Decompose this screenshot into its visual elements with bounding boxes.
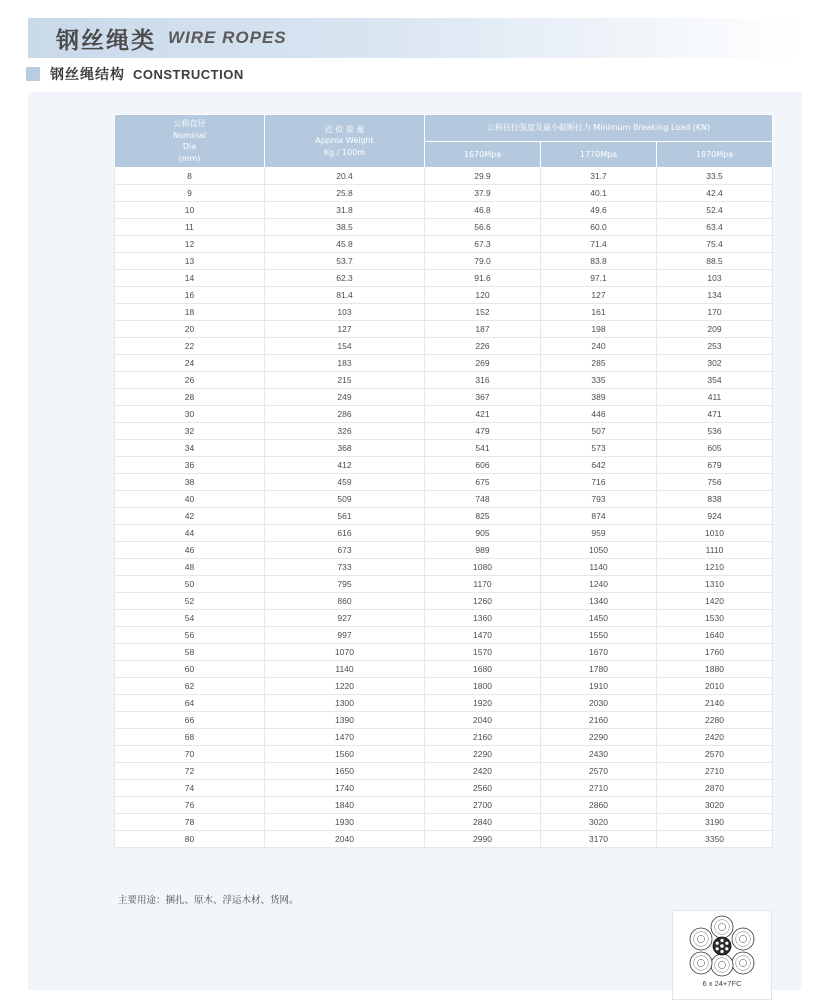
header-nominal-dia-en1: Nominal [172,130,207,140]
table-cell: 507 [541,423,657,440]
table-cell: 756 [657,474,773,491]
table-cell: 679 [657,457,773,474]
table-cell: 152 [425,304,541,321]
table-cell: 81.4 [265,287,425,304]
table-cell: 1640 [657,627,773,644]
table-cell: 72 [115,763,265,780]
table-cell: 22 [115,338,265,355]
table-cell: 959 [541,525,657,542]
table-cell: 2570 [541,763,657,780]
table-cell: 2710 [657,763,773,780]
table-cell: 64 [115,695,265,712]
table-cell: 1340 [541,593,657,610]
table-cell: 71.4 [541,236,657,253]
table-cell: 1450 [541,610,657,627]
header-approx-weight [265,115,425,168]
table-cell: 226 [425,338,541,355]
table-row [115,542,773,559]
table-cell: 1930 [265,814,425,831]
table-cell: 42.4 [657,185,773,202]
table-cell: 874 [541,508,657,525]
table-cell: 14 [115,270,265,287]
table-cell: 368 [265,440,425,457]
table-row [115,440,773,457]
table-cell: 209 [657,321,773,338]
table-row [115,185,773,202]
table-cell: 103 [265,304,425,321]
table-row [115,525,773,542]
table-cell: 1110 [657,542,773,559]
table-cell: 1210 [657,559,773,576]
table-cell: 33.5 [657,168,773,185]
table-cell: 616 [265,525,425,542]
table-cell: 1840 [265,797,425,814]
table-cell: 1260 [425,593,541,610]
table-cell: 3350 [657,831,773,848]
table-cell: 1050 [541,542,657,559]
table-cell: 285 [541,355,657,372]
table-cell: 2990 [425,831,541,848]
table-row [115,202,773,219]
table-cell: 154 [265,338,425,355]
table-cell: 38.5 [265,219,425,236]
table-cell: 46.8 [425,202,541,219]
table-cell: 2700 [425,797,541,814]
table-cell: 32 [115,423,265,440]
table-cell: 2430 [541,746,657,763]
table-cell: 240 [541,338,657,355]
table-row [115,559,773,576]
table-cell: 36 [115,457,265,474]
table-cell: 354 [657,372,773,389]
table-cell: 927 [265,610,425,627]
table-cell: 120 [425,287,541,304]
table-cell: 76 [115,797,265,814]
page-banner [28,18,802,58]
table-cell: 30 [115,406,265,423]
table-cell: 103 [657,270,773,287]
table-cell: 3020 [657,797,773,814]
table-cell: 1240 [541,576,657,593]
table-cell: 8 [115,168,265,185]
table-cell: 198 [541,321,657,338]
table-cell: 2420 [425,763,541,780]
table-cell: 1170 [425,576,541,593]
table-cell: 58 [115,644,265,661]
table-cell: 411 [657,389,773,406]
table-row [115,797,773,814]
table-cell: 748 [425,491,541,508]
table-cell: 606 [425,457,541,474]
table-cell: 2160 [425,729,541,746]
table-row [115,610,773,627]
table-cell: 446 [541,406,657,423]
table-cell: 183 [265,355,425,372]
spec-table [114,114,773,848]
table-cell: 16 [115,287,265,304]
table-cell: 1010 [657,525,773,542]
table-cell: 905 [425,525,541,542]
table-cell: 2420 [657,729,773,746]
table-cell: 127 [265,321,425,338]
section-title-en: CONSTRUCTION [133,66,244,82]
spec-table-container [114,114,772,848]
table-cell: 78 [115,814,265,831]
table-cell: 642 [541,457,657,474]
header-grade-1870: 1870Mpa [657,141,773,168]
table-cell: 40 [115,491,265,508]
table-cell: 49.6 [541,202,657,219]
spec-table-body [115,168,773,848]
table-cell: 1560 [265,746,425,763]
table-row [115,780,773,797]
table-cell: 24 [115,355,265,372]
table-cell: 48 [115,559,265,576]
table-row [115,508,773,525]
table-cell: 389 [541,389,657,406]
table-cell: 793 [541,491,657,508]
table-cell: 134 [657,287,773,304]
table-row [115,593,773,610]
table-cell: 989 [425,542,541,559]
table-cell: 2040 [265,831,425,848]
table-cell: 1300 [265,695,425,712]
table-cell: 170 [657,304,773,321]
table-cell: 161 [541,304,657,321]
table-row [115,831,773,848]
table-cell: 2280 [657,712,773,729]
table-cell: 3020 [541,814,657,831]
table-cell: 60 [115,661,265,678]
table-cell: 127 [541,287,657,304]
table-cell: 2030 [541,695,657,712]
table-row [115,661,773,678]
table-cell: 479 [425,423,541,440]
table-row [115,168,773,185]
table-cell: 1670 [541,644,657,661]
table-cell: 1470 [265,729,425,746]
table-row [115,576,773,593]
table-row [115,627,773,644]
table-cell: 70 [115,746,265,763]
table-row [115,338,773,355]
table-cell: 26 [115,372,265,389]
table-cell: 716 [541,474,657,491]
header-nominal-dia-en2: Dia [182,142,197,152]
table-row [115,253,773,270]
table-cell: 924 [657,508,773,525]
table-cell: 1880 [657,661,773,678]
table-cell: 1070 [265,644,425,661]
table-cell: 97.1 [541,270,657,287]
table-cell: 335 [541,372,657,389]
table-cell: 62.3 [265,270,425,287]
table-cell: 1650 [265,763,425,780]
table-cell: 1920 [425,695,541,712]
table-cell: 20.4 [265,168,425,185]
table-cell: 2040 [425,712,541,729]
table-cell: 421 [425,406,541,423]
rope-cross-section-icon [685,915,759,977]
table-cell: 88.5 [657,253,773,270]
table-cell: 3170 [541,831,657,848]
header-grade-1670: 1670Mpa [425,141,541,168]
header-nominal-dia-cn: 公称直径 [173,119,206,128]
table-row [115,712,773,729]
table-row [115,695,773,712]
table-cell: 1910 [541,678,657,695]
table-cell: 18 [115,304,265,321]
table-cell: 471 [657,406,773,423]
table-row [115,321,773,338]
table-cell: 1360 [425,610,541,627]
table-cell: 12 [115,236,265,253]
table-row [115,746,773,763]
table-cell: 53.7 [265,253,425,270]
table-cell: 997 [265,627,425,644]
table-row [115,355,773,372]
table-row [115,406,773,423]
rope-construction-diagram [672,910,772,1000]
table-cell: 20 [115,321,265,338]
table-cell: 573 [541,440,657,457]
table-cell: 45.8 [265,236,425,253]
table-cell: 83.8 [541,253,657,270]
table-cell: 269 [425,355,541,372]
table-cell: 79.0 [425,253,541,270]
table-cell: 31.7 [541,168,657,185]
header-nominal-dia-unit: (mm) [178,153,201,163]
table-cell: 56 [115,627,265,644]
table-row [115,474,773,491]
table-cell: 91.6 [425,270,541,287]
table-cell: 52 [115,593,265,610]
table-row [115,372,773,389]
table-cell: 326 [265,423,425,440]
table-cell: 25.8 [265,185,425,202]
table-cell: 34 [115,440,265,457]
table-cell: 2710 [541,780,657,797]
table-cell: 367 [425,389,541,406]
table-cell: 1800 [425,678,541,695]
table-cell: 187 [425,321,541,338]
table-cell: 316 [425,372,541,389]
table-cell: 28 [115,389,265,406]
table-cell: 1780 [541,661,657,678]
table-cell: 412 [265,457,425,474]
table-cell: 75.4 [657,236,773,253]
table-cell: 68 [115,729,265,746]
table-cell: 2560 [425,780,541,797]
table-row [115,729,773,746]
table-cell: 1470 [425,627,541,644]
table-row [115,287,773,304]
table-cell: 1390 [265,712,425,729]
table-cell: 1570 [425,644,541,661]
table-cell: 66 [115,712,265,729]
table-cell: 1220 [265,678,425,695]
table-row [115,644,773,661]
table-row [115,763,773,780]
table-row [115,304,773,321]
banner-title-en: WIRE ROPES [168,28,287,47]
header-weight-en: Approx Weight [315,136,374,146]
table-cell: 1530 [657,610,773,627]
table-header-row-1 [115,115,773,142]
diagram-caption: 6 x 24+7FC [702,979,742,988]
table-cell: 2570 [657,746,773,763]
table-cell: 2840 [425,814,541,831]
table-cell: 286 [265,406,425,423]
table-cell: 561 [265,508,425,525]
table-cell: 1140 [541,559,657,576]
table-cell: 74 [115,780,265,797]
content-panel [28,92,802,990]
table-cell: 31.8 [265,202,425,219]
table-cell: 509 [265,491,425,508]
table-cell: 46 [115,542,265,559]
table-cell: 675 [425,474,541,491]
header-weight-cn: 近 似 重 量 [324,124,365,134]
table-cell: 838 [657,491,773,508]
table-cell: 50 [115,576,265,593]
footnote-text: 主要用途：捆扎、原木、浮运木材、货网。 [118,895,299,906]
table-row [115,678,773,695]
header-grade-1770: 1770Mpa [541,141,657,168]
table-cell: 1140 [265,661,425,678]
table-cell: 42 [115,508,265,525]
table-cell: 29.9 [425,168,541,185]
table-row [115,423,773,440]
table-cell: 605 [657,440,773,457]
table-row [115,219,773,236]
header-breaking-load-group: 公称抗拉强度及最小破断拉力 Minimum Breaking Load (KN) [425,115,773,142]
table-cell: 2860 [541,797,657,814]
table-cell: 2290 [425,746,541,763]
table-cell: 860 [265,593,425,610]
table-cell: 1080 [425,559,541,576]
table-cell: 536 [657,423,773,440]
table-row [115,389,773,406]
table-cell: 459 [265,474,425,491]
table-cell: 52.4 [657,202,773,219]
table-cell: 795 [265,576,425,593]
table-cell: 1550 [541,627,657,644]
section-heading [26,64,244,84]
table-cell: 54 [115,610,265,627]
header-weight-unit: Kg / 100m [323,147,366,157]
table-cell: 249 [265,389,425,406]
table-cell: 80 [115,831,265,848]
table-cell: 44 [115,525,265,542]
table-cell: 733 [265,559,425,576]
banner-title-cn: 钢丝绳类 [56,27,156,54]
square-marker-icon [26,67,40,81]
header-nominal-dia [115,115,265,168]
table-cell: 13 [115,253,265,270]
table-cell: 3190 [657,814,773,831]
table-cell: 2010 [657,678,773,695]
table-row [115,491,773,508]
table-cell: 2870 [657,780,773,797]
table-cell: 67.3 [425,236,541,253]
table-cell: 2290 [541,729,657,746]
table-cell: 40.1 [541,185,657,202]
table-cell: 2140 [657,695,773,712]
table-cell: 62 [115,678,265,695]
table-cell: 37.9 [425,185,541,202]
table-cell: 38 [115,474,265,491]
table-cell: 9 [115,185,265,202]
table-cell: 673 [265,542,425,559]
table-cell: 11 [115,219,265,236]
table-cell: 253 [657,338,773,355]
table-cell: 215 [265,372,425,389]
table-cell: 1310 [657,576,773,593]
table-cell: 1760 [657,644,773,661]
table-row [115,270,773,287]
table-cell: 825 [425,508,541,525]
table-cell: 10 [115,202,265,219]
table-row [115,457,773,474]
table-cell: 1680 [425,661,541,678]
table-row [115,814,773,831]
section-title-cn: 钢丝绳结构 [50,67,125,83]
table-cell: 1740 [265,780,425,797]
table-cell: 56.6 [425,219,541,236]
table-cell: 2160 [541,712,657,729]
table-cell: 302 [657,355,773,372]
table-cell: 63.4 [657,219,773,236]
table-cell: 1420 [657,593,773,610]
table-row [115,236,773,253]
table-cell: 60.0 [541,219,657,236]
table-cell: 541 [425,440,541,457]
